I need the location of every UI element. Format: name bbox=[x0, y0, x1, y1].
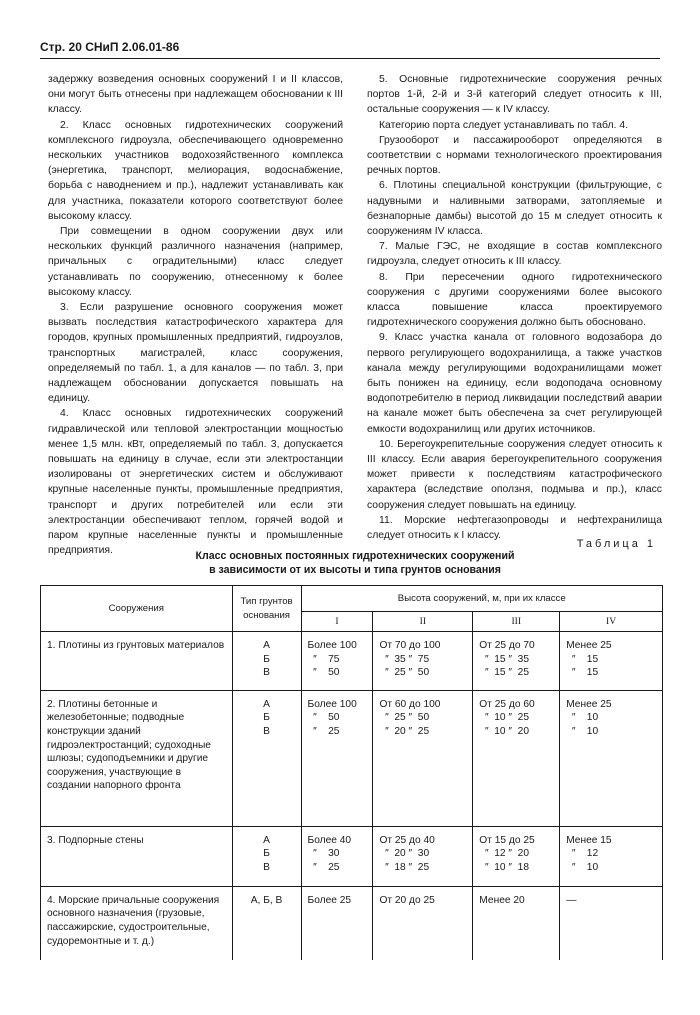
table-title-line-2: в зависимости от их высоты и типа грунтов основания bbox=[209, 564, 501, 576]
cell-class-2: От 60 до 100 ″ 25 ″ 50 ″ 20 ″ 25 bbox=[373, 690, 473, 826]
table-row bbox=[41, 690, 663, 826]
cell-class-4: Менее 25 ″ 10 ″ 10 bbox=[560, 690, 663, 826]
col-header-class-3: III bbox=[473, 612, 560, 632]
cell-class-4: Менее 15 ″ 12 ″ 10 bbox=[560, 826, 663, 886]
cell-class-3: От 15 до 25 ″ 12 ″ 20 ″ 10 ″ 18 bbox=[473, 826, 560, 886]
cell-class-1: Более 25 bbox=[301, 886, 373, 960]
cell-soil-type: А Б В bbox=[232, 690, 301, 826]
paragraph: 10. Берегоукрепительные сооружения следует относить к III классу. Если авария берегоукрепительного сооружения может привести к последствиям катастрофического характера (вследствие оползня, подмыва и пр.), класс сооружения следует повышать на единицу. bbox=[367, 438, 662, 511]
cell-class-1: Более 100 ″ 75 ″ 50 bbox=[301, 632, 373, 691]
table-label: Таблица 1 bbox=[576, 538, 656, 550]
paragraph: При совмещении в одном сооружении двух или нескольких функций различного назначения (например, причальных с оградительными) класс следует устанавливать по сооружению, отнесенному к более высокому классу. bbox=[48, 226, 343, 298]
cell-soil-type: А Б В bbox=[232, 826, 301, 886]
cell-class-4: — bbox=[560, 886, 663, 960]
table-title bbox=[120, 549, 590, 577]
paragraph: 4. Класс основных гидротехнических сооружений гидравлической или тепловой электростанции мощностью менее 1,5 млн. кВт, определяемый по табл. 3, допускается повышать на единицу в случае, если эти электростанции изолированы от энергетических систем и обслуживают крупные населенные пункты, промышленные предприятия, транспорт и других потребителей или если эти электростанции обеспечивают теплом, горячей водой и паром крупные населенные пункты и промышленные предприятия. bbox=[48, 408, 343, 557]
paragraph: Грузооборот и пассажирооборот определяются в соответствии с нормами технологического проектирования речных портов. bbox=[367, 134, 662, 177]
cell-structure: 1. Плотины из грунтовых материалов bbox=[41, 632, 233, 691]
table-row bbox=[41, 886, 663, 960]
cell-structure: 2. Плотины бетонные и железобетонные; подводные конструкции зданий гидроэлектростанций; судоходные шлюзы; судоподъемники и другие сооружения, участвующие в создании напорного фронта bbox=[41, 690, 233, 826]
paragraph: 11. Морские нефтегазопроводы и нефтехранилища следует относить к I классу. bbox=[367, 514, 662, 542]
paragraph: 2. Класс основных гидротехнических сооружений комплексного гидроузла, обеспечивающего одновременно нескольких участников водохозяйственного комплекса (энергетика, транспорт, мелиорация, водоснабжение, борьба с наводнением и пр.), надлежит устанавливать как для участника, показатели которого соответствуют более высокому классу. bbox=[48, 119, 343, 222]
table-row bbox=[41, 826, 663, 886]
paragraph: 6. Плотины специальной конструкции (фильтрующие, с надувными и наливными затворами, затопляемые и безнапорные дамбы) высотой до 15 м следует относить к сооружениям IV класса. bbox=[367, 180, 662, 238]
cell-class-1: Более 40 ″ 30 ″ 25 bbox=[301, 826, 373, 886]
cell-class-3: От 25 до 60 ″ 10 ″ 25 ″ 10 ″ 20 bbox=[473, 690, 560, 826]
paragraph: 3. Если разрушение основного сооружения может вызвать последствия катастрофического характера для городов, крупных промышленных предприятий, гидроузлов, транспортных магистралей, класс сооружения, определяемый по табл. 1, а для каналов — по табл. 3, при надлежащем обосновании допускается повышать на единицу. bbox=[48, 302, 343, 405]
left-text-column bbox=[48, 72, 343, 559]
paragraph: 7. Малые ГЭС, не входящие в состав комплексного гидроузла, следует относить к III классу. bbox=[367, 241, 662, 268]
paragraph: 5. Основные гидротехнические сооружения речных портов 1-й, 2-й и 3-й категорий следует относить к III, остальные сооружения — к IV классу. bbox=[367, 74, 662, 116]
col-header-soil-type: Тип грунтов основания bbox=[232, 586, 301, 632]
table-row bbox=[41, 632, 663, 691]
cell-class-1: Более 100 ″ 50 ″ 25 bbox=[301, 690, 373, 826]
paragraph: задержку возведения основных сооружений I и II классов, они могут быть отнесены при надлежащем обосновании к III классу. bbox=[48, 74, 343, 116]
cell-class-3: Менее 20 bbox=[473, 886, 560, 960]
cell-structure: 3. Подпорные стены bbox=[41, 826, 233, 886]
cell-class-3: От 25 до 70 ″ 15 ″ 35 ″ 15 ″ 25 bbox=[473, 632, 560, 691]
cell-class-4: Менее 25 ″ 15 ″ 15 bbox=[560, 632, 663, 691]
cell-soil-type: А Б В bbox=[232, 632, 301, 691]
col-header-structures: Сооружения bbox=[41, 586, 233, 632]
cell-class-2: От 25 до 40 ″ 20 ″ 30 ″ 18 ″ 25 bbox=[373, 826, 473, 886]
paragraph: 8. При пересечении одного гидротехнического сооружения с другими сооружениями более высокого класса повышение класса проектируемого гидротехнического сооружения должно быть обосновано. bbox=[367, 271, 662, 329]
col-header-height: Высота сооружений, м, при их классе bbox=[301, 586, 662, 612]
cell-class-2: От 20 до 25 bbox=[373, 886, 473, 960]
header-rule bbox=[40, 58, 660, 59]
class-table bbox=[40, 585, 663, 960]
cell-class-2: От 70 до 100 ″ 35 ″ 75 ″ 25 ″ 50 bbox=[373, 632, 473, 691]
cell-structure: 4. Морские причальные сооружения основного назначения (грузовые, пассажирские, судостроительные, судоремонтные и т. д.) bbox=[41, 886, 233, 960]
col-header-class-1: I bbox=[301, 612, 373, 632]
cell-soil-type: А, Б, В bbox=[232, 886, 301, 960]
paragraph: 9. Класс участка канала от головного водозабора до первого регулирующего водохранилища, а также участков канала между регулирующими водохранилищами может быть понижен на единицу, если водоподача основному водопотребителю в период ликвидации последствий аварии на канале может быть обеспечена за счет регулирующей емкости водохранилищ или других источников. bbox=[367, 332, 662, 435]
col-header-class-2: II bbox=[373, 612, 473, 632]
right-text-column bbox=[367, 72, 662, 543]
paragraph: Категорию порта следует устанавливать по табл. 4. bbox=[379, 119, 628, 131]
table-title-line-1: Класс основных постоянных гидротехнических сооружений bbox=[195, 550, 515, 562]
page-header: Стр. 20 СНиП 2.06.01-86 bbox=[40, 40, 180, 54]
col-header-class-4: IV bbox=[560, 612, 663, 632]
